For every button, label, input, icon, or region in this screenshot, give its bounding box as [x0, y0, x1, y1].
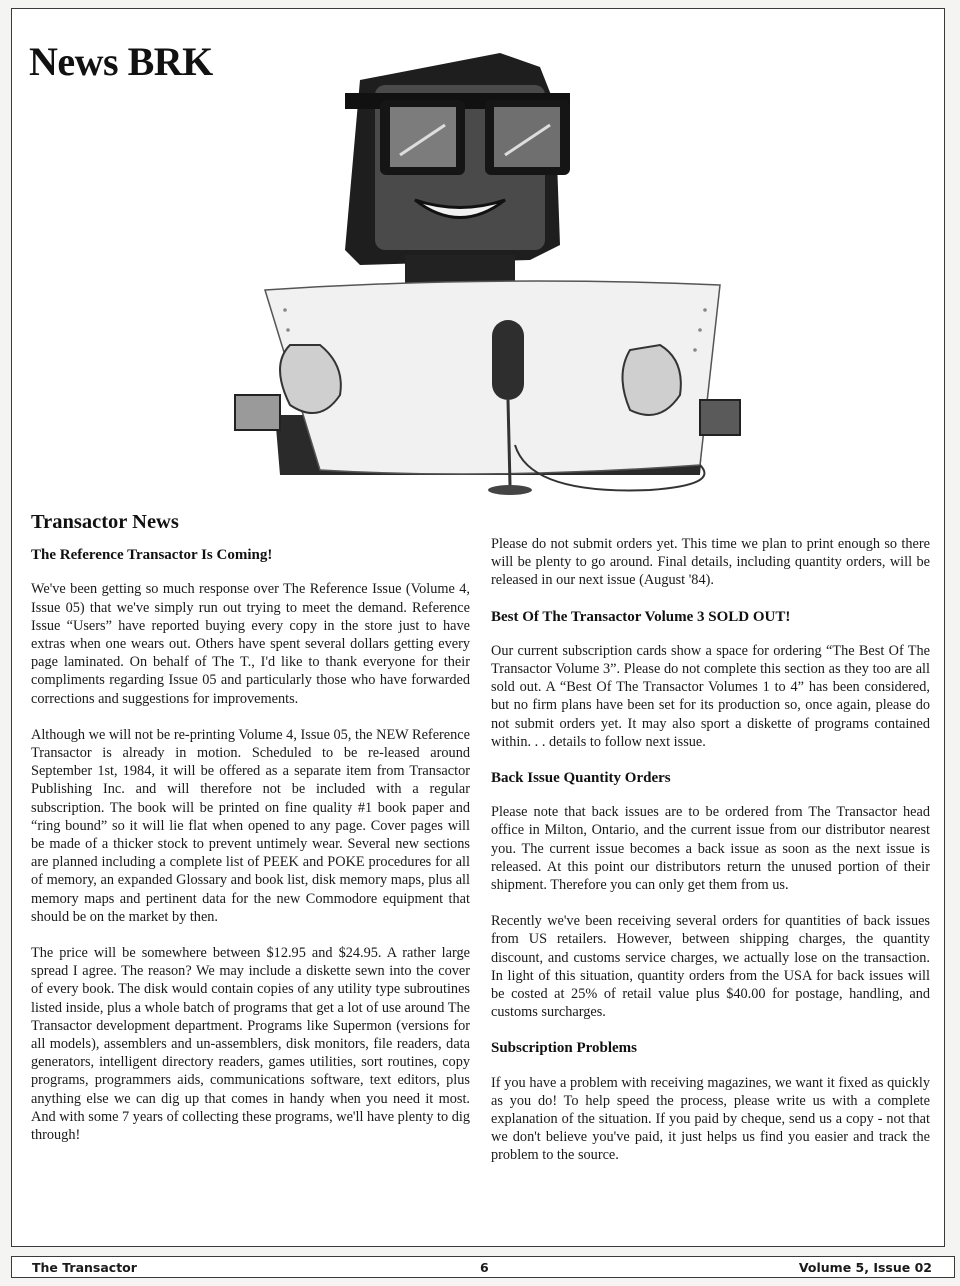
article-paragraph: Our current subscription cards show a space for ordering “The Best Of The Transactor Volume 3”. Please do not complete this section as they too are all sold out. A “Best Of The Transactor Volumes 1 to 4” has been considered, but no firm plans have been set for its production so, once again, please do not submit orders yet. It may also sport a diskette of programs contained within. . . details to follow next issue.: [491, 642, 930, 750]
monitor-mascot-icon: [230, 45, 750, 505]
masthead-title: News BRK: [29, 39, 213, 84]
article-paragraph: Please note that back issues are to be ordered from The Transactor head office in Milton, Ontario, and the current issue from our distributor nearest you. The current issue becomes a back issue as soon as the next issue is released. At this point our distributors return the unused portion of their shipment. Therefore you can only get them from us.: [491, 804, 930, 894]
article-paragraph: Please do not submit orders yet. This time we plan to print enough so there will be plenty to go around. Final details, including quantity orders, will be released in our next issue (August '84).: [491, 536, 930, 589]
footer-page-number: 6: [480, 1260, 489, 1275]
mascot-illustration: [230, 45, 750, 505]
article-heading: Back Issue Quantity Orders: [491, 770, 671, 787]
footer-issue: Volume 5, Issue 02: [798, 1260, 932, 1275]
footer-publication: The Transactor: [32, 1260, 137, 1275]
article-heading: Subscription Problems: [491, 1040, 637, 1057]
article-paragraph: The price will be somewhere between $12.95 and $24.95. A rather large spread I agree. The reason? We may include a diskette sewn into the cover of every book. The disk would contain copies of any utility type subroutines listed inside, plus a whole batch of programs that get a lot of use around The Transactor development department. Programs like Supermon (versions for all models), assemblers and un-assemblers, disk monitors, file readers, data generators, intelligent directory readers, games utilities, sort routines, copy programs, programmers aids, communications software, text editors, plus anything else we can dig up that comes in handy when you need it most. And with some 7 years of collecting these programs, we'll have plenty to dig through!: [31, 945, 470, 1144]
article-paragraph: If you have a problem with receiving magazines, we want it fixed as quickly as you do! To help speed the process, please write us with a complete explanation of the situation. If you paid by cheque, send us a copy - not that we don't believe you've paid, it just helps us find you easier and track the problem to the source.: [491, 1074, 930, 1164]
right-column: [491, 535, 930, 1183]
page-footer: [11, 1256, 955, 1278]
article-heading: The Reference Transactor Is Coming!: [31, 547, 273, 564]
left-column: [31, 513, 470, 1162]
section-heading: Transactor News: [31, 511, 179, 533]
article-paragraph: We've been getting so much response over The Reference Issue (Volume 4, Issue 05) that we've simply run out trying to meet the demand. Reference Issue “Users” have reported buying every copy in the store just to have extras when one wears out. Others have spent several dollars getting every page laminated. On behalf of The T., I'd like to thank everyone for their compliments regarding Issue 05 and particularly those who have forwarded corrections and suggestions for improvements.: [31, 581, 470, 707]
article-paragraph: Recently we've been receiving several orders for quantities of back issues from US retailers. However, between shipping charges, the quantity discount, and customs service charges, we actually lose on the transaction. In light of this situation, quantity orders from the USA for back issues will be costed at 25% of retail value plus $40.00 for postage, handling, and customs surcharges.: [491, 913, 930, 1021]
article-heading: Best Of The Transactor Volume 3 SOLD OUT!: [491, 608, 791, 625]
article-paragraph: Although we will not be re-printing Volume 4, Issue 05, the NEW Reference Transactor is already in motion. Scheduled to be re-leased around September 1st, 1984, it will be offered as a separate item from Transactor Publishing Inc. and will therefore not be included with a regular subscription. The book will be printed on fine quality #1 book paper and “ring bound” so it will lie flat when opened to any page. Cover pages will be made of a thicker stock to prevent untimely wear. Several new sections are planned including a complete list of PEEK and POKE procedures for all of memory, an expanded Glossary and book list, disk memory maps, plus all memory maps and pertinent data for the new Commodore equipment that should be on the market by then.: [31, 726, 470, 925]
